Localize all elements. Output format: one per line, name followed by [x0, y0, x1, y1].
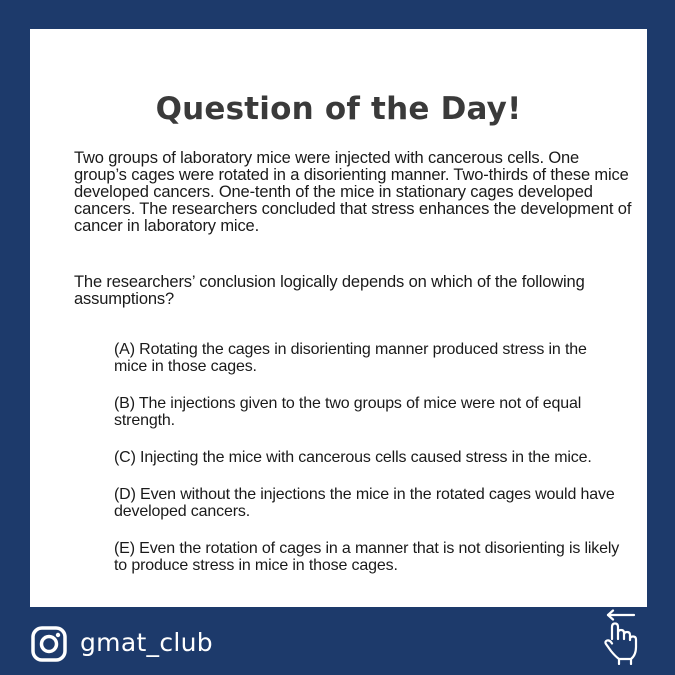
- option-a[interactable]: (A) Rotating the cages in disorienting manner produced stress in the mice in those cages.: [114, 341, 587, 375]
- question-passage: Two groups of laboratory mice were injected with cancerous cells. One group’s cages were rotated in a disorienting manner. Two-thirds of these mice developed cancers. One-tenth of the mice in stationary cages developed cancers. The researchers concluded that stress enhances the development of cancer in laboratory mice.: [74, 149, 632, 235]
- answer-options: [114, 341, 624, 594]
- question-card: [30, 29, 647, 607]
- question-stem: The researchers’ conclusion logically depends on which of the following assumptions?: [74, 273, 585, 308]
- option-c[interactable]: (C) Injecting the mice with cancerous cells caused stress in the mice.: [114, 449, 592, 466]
- instagram-handle[interactable]: gmat_club: [80, 628, 213, 657]
- swipe-hand-icon: [598, 609, 646, 665]
- page-title: Question of the Day!: [155, 91, 522, 127]
- option-e[interactable]: (E) Even the rotation of cages in a manner that is not disorienting is likely to produce stress in mice in those cages.: [114, 540, 620, 574]
- option-d[interactable]: (D) Even without the injections the mice in the rotated cages would have developed cancers.: [114, 486, 615, 520]
- instagram-icon[interactable]: [30, 625, 68, 663]
- option-b[interactable]: (B) The injections given to the two groups of mice were not of equal strength.: [114, 395, 582, 429]
